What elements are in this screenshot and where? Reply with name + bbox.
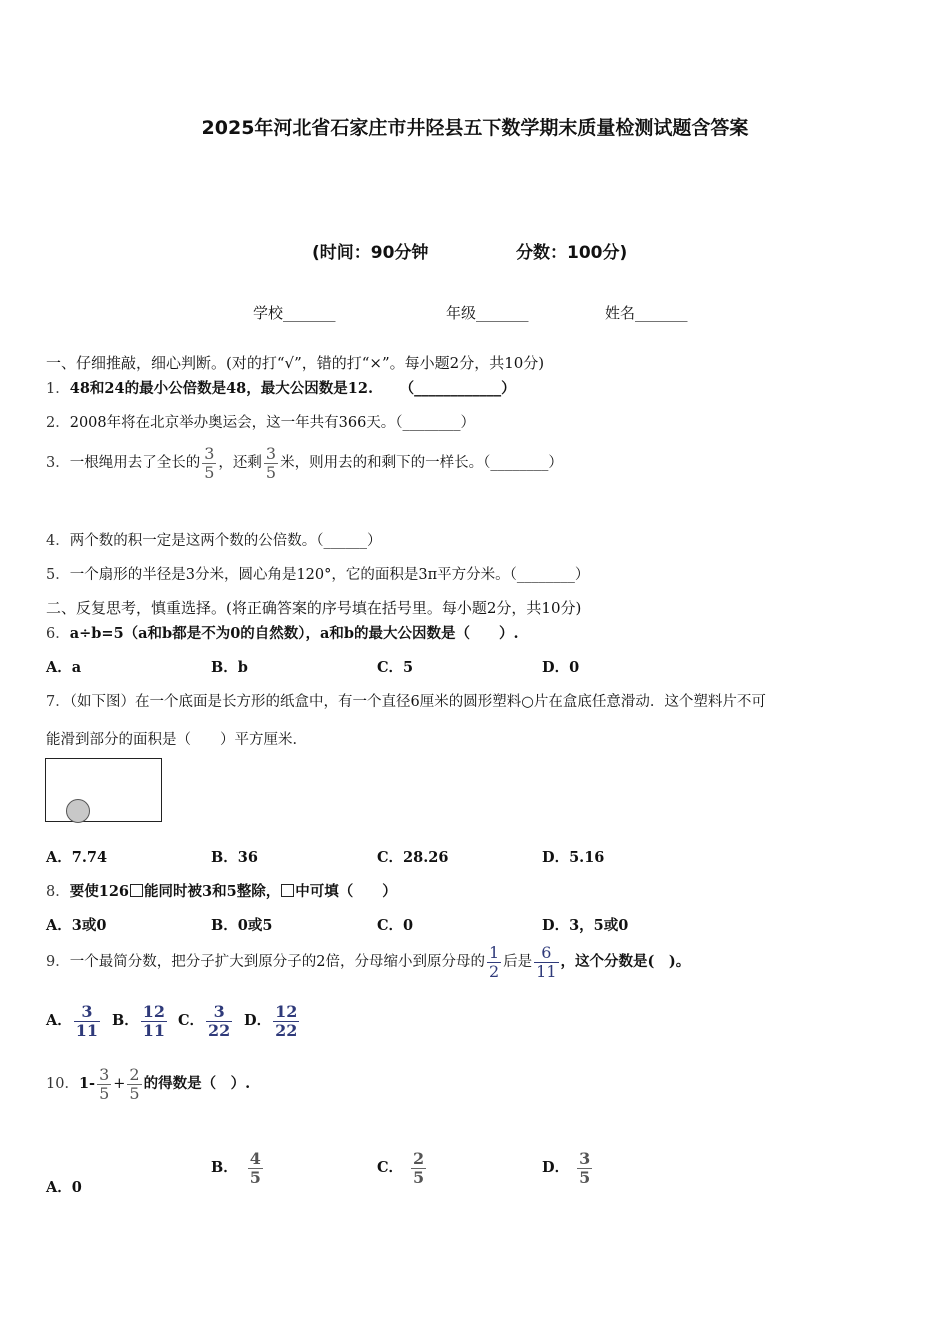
fraction: $\frac{2}{5}$	[129, 1065, 140, 1103]
fraction: $\frac{1}{2}$	[488, 943, 500, 981]
question-10: 10．1- $\frac{3}{5}$ + $\frac{2}{5}$ 的得数是（ ）.	[46, 1065, 251, 1103]
option-a[interactable]: A． $\frac{3}{11}$	[46, 1002, 99, 1040]
option-b[interactable]: B． $\frac{12}{11}$	[112, 1002, 166, 1040]
grade-field: 年级_______	[446, 304, 529, 322]
question-7: 7．（如下图）在一个底面是长方形的纸盒中，有一个直径6厘米的圆形塑料○片在盒底任意滑动．这个塑料片不可	[46, 694, 766, 710]
blank-square-icon	[281, 884, 294, 897]
question-8: 8．要使126 能同时被3和5整除， 中可填（ ）	[46, 883, 397, 900]
option-d[interactable]: D．0	[542, 659, 580, 676]
question-6: 6．a÷b=5（a和b都是不为0的自然数），a和b的最大公因数是（ ）.	[46, 625, 519, 642]
option-a[interactable]: A．7.74	[46, 849, 108, 866]
question-1: 1．48和24的最小公倍数是48，最大公因数是12. （____________）	[46, 380, 516, 397]
option-c[interactable]: C．5	[377, 659, 414, 676]
option-d[interactable]: D． $\frac{12}{22}$	[244, 1002, 298, 1040]
page-title: 2025年河北省石家庄市井陉县五下数学期末质量检测试题含答案	[201, 117, 749, 139]
fraction: $\frac{3}{5}$	[204, 444, 215, 482]
question-3: 3．一根绳用去了全长的 $\frac{3}{5}$ ，还剩 $\frac{3}{5}$ 米，则用去的和剩下的一样长。（________）	[46, 444, 563, 482]
question-4: 4．两个数的积一定是这两个数的公倍数。（______）	[46, 533, 382, 549]
option-a[interactable]: A．a	[46, 659, 82, 676]
box-diagram	[45, 758, 162, 822]
question-7-line-2: 能滑到部分的面积是（ ）平方厘米．	[46, 732, 307, 748]
option-b[interactable]: B． $\frac{4}{5}$	[211, 1149, 261, 1187]
section-1-heading: 一、仔细推敲，细心判断。(对的打“√”，错的打“×”。每小题2分，共10分)	[46, 354, 545, 372]
exam-time: (时间：90分钟	[312, 243, 429, 263]
option-b[interactable]: B．b	[211, 659, 248, 676]
option-c[interactable]: C． $\frac{2}{5}$	[377, 1149, 425, 1187]
option-c[interactable]: C． $\frac{3}{22}$	[178, 1002, 231, 1040]
option-a[interactable]: A．3或0	[46, 917, 107, 934]
option-c[interactable]: C．0	[377, 917, 414, 934]
option-d[interactable]: D．5.16	[542, 849, 605, 866]
option-c[interactable]: C．28.26	[377, 849, 449, 866]
option-d[interactable]: D．3，5或0	[542, 917, 629, 934]
exam-score: 分数：100分)	[516, 243, 628, 263]
option-d[interactable]: D． $\frac{3}{5}$	[542, 1149, 591, 1187]
fraction: $\frac{3}{5}$	[265, 444, 277, 482]
fraction: $\frac{6}{11}$	[536, 943, 557, 981]
name-field: 姓名_______	[605, 304, 688, 322]
option-a[interactable]: A．0	[46, 1179, 82, 1196]
section-2-heading: 二、反复思考，慎重选择。(将正确答案的序号填在括号里。每小题2分，共10分)	[46, 599, 582, 617]
question-9: 9．一个最简分数，把分子扩大到原分子的2倍，分母缩小到原分母的 $\frac{1}{2}$ 后是 $\frac{6}{11}$ ，这个分数是( )。	[46, 943, 691, 981]
school-field: 学校_______	[253, 304, 336, 322]
question-2: 2．2008年将在北京举办奥运会，这一年共有366天。（________）	[46, 415, 476, 431]
fraction: $\frac{3}{5}$	[99, 1065, 110, 1103]
option-b[interactable]: B．36	[211, 849, 258, 866]
option-b[interactable]: B．0或5	[211, 917, 273, 934]
question-5: 5．一个扇形的半径是3分米，圆心角是120°，它的面积是3π平方分米。（________）	[46, 567, 590, 583]
circle-disc-icon	[66, 799, 90, 823]
blank-square-icon	[130, 884, 143, 897]
